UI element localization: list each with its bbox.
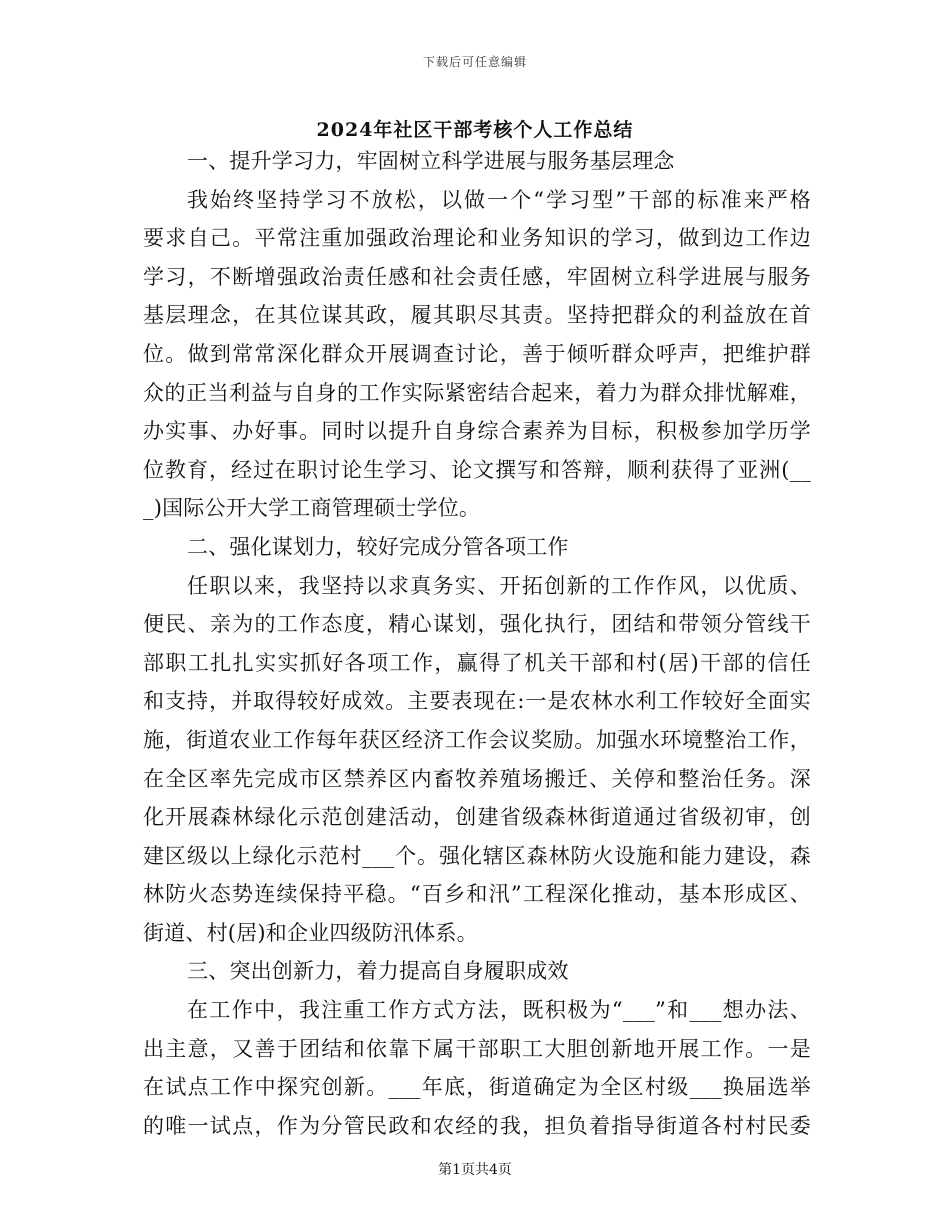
body-line: 在全区率先完成市区禁养区内畜牧养殖场搬迁、关停和整治任务。深	[143, 766, 811, 791]
body-line: 在工作中，我注重工作方式方法，既积极为“___”和___想办法、	[187, 998, 811, 1023]
body-line: 化开展森林绿化示范创建活动，创建省级森林街道通过省级初审，创	[143, 805, 811, 830]
body-line: 施，街道农业工作每年获区经济工作会议奖励。加强水环境整治工作，	[143, 727, 811, 752]
body-line: 要求自己。平常注重加强政治理论和业务知识的学习，做到边工作边	[143, 226, 811, 251]
body-line: 部职工扎扎实实抓好各项工作，赢得了机关干部和村(居)干部的信任	[143, 650, 811, 675]
body-line: 的唯一试点，作为分管民政和农经的我，担负着指导街道各村村民委	[143, 1113, 811, 1138]
body-line: 和支持，并取得较好成效。主要表现在:一是农林水利工作较好全面实	[143, 689, 811, 714]
body-line: 任职以来，我坚持以求真务实、开拓创新的工作作风，以优质、	[187, 573, 811, 598]
body-line: 出主意，又善于团结和依靠下属干部职工大胆创新地开展工作。一是	[143, 1036, 811, 1061]
body-line: 二、强化谋划力，较好完成分管各项工作	[187, 534, 569, 559]
body-line: 一、提升学习力，牢固树立科学进展与服务基层理念	[187, 149, 675, 173]
body-line: 我始终坚持学习不放松，以做一个“学习型”干部的标准来严格	[187, 187, 811, 212]
body-line: _)国际公开大学工商管理硕士学位。	[143, 496, 481, 521]
body-line: 学习，不断增强政治责任感和社会责任感，牢固树立科学进展与服务	[143, 264, 811, 289]
body-line: 三、突出创新力，着力提高自身履职成效	[187, 959, 569, 984]
body-line: 位。做到常常深化群众开展调查讨论，善于倾听群众呼声，把维护群	[143, 341, 811, 366]
page-header-note: 下载后可任意编辑	[422, 55, 527, 69]
body-line: 基层理念，在其位谋其政，履其职尽其责。坚持把群众的利益放在首	[143, 303, 811, 328]
body-line: 便民、亲为的工作态度，精心谋划，强化执行，团结和带领分管线干	[143, 612, 811, 637]
document-body	[143, 142, 811, 1145]
body-line: 林防火态势连续保持平稳。“百乡和汛”工程深化推动，基本形成区、	[143, 882, 811, 907]
body-line: 办实事、办好事。同时以提升自身综合素养为目标，积极参加学历学	[143, 419, 811, 444]
body-line: 在试点工作中探究创新。___年底，街道确定为全区村级___换届选举	[143, 1075, 811, 1100]
document-title: 2024年社区干部考核个人工作总结	[316, 119, 634, 141]
body-line: 众的正当利益与自身的工作实际紧密结合起来，着力为群众排忧解难，	[143, 380, 811, 405]
body-line: 街道、村(居)和企业四级防汛体系。	[143, 920, 478, 945]
page-number: 第1页共4页	[438, 1162, 512, 1178]
body-line: 建区级以上绿化示范村___个。强化辖区森林防火设施和能力建设，森	[143, 843, 811, 868]
body-line: 位教育，经过在职讨论生学习、论文撰写和答辩，顺利获得了亚洲(__	[143, 457, 811, 482]
